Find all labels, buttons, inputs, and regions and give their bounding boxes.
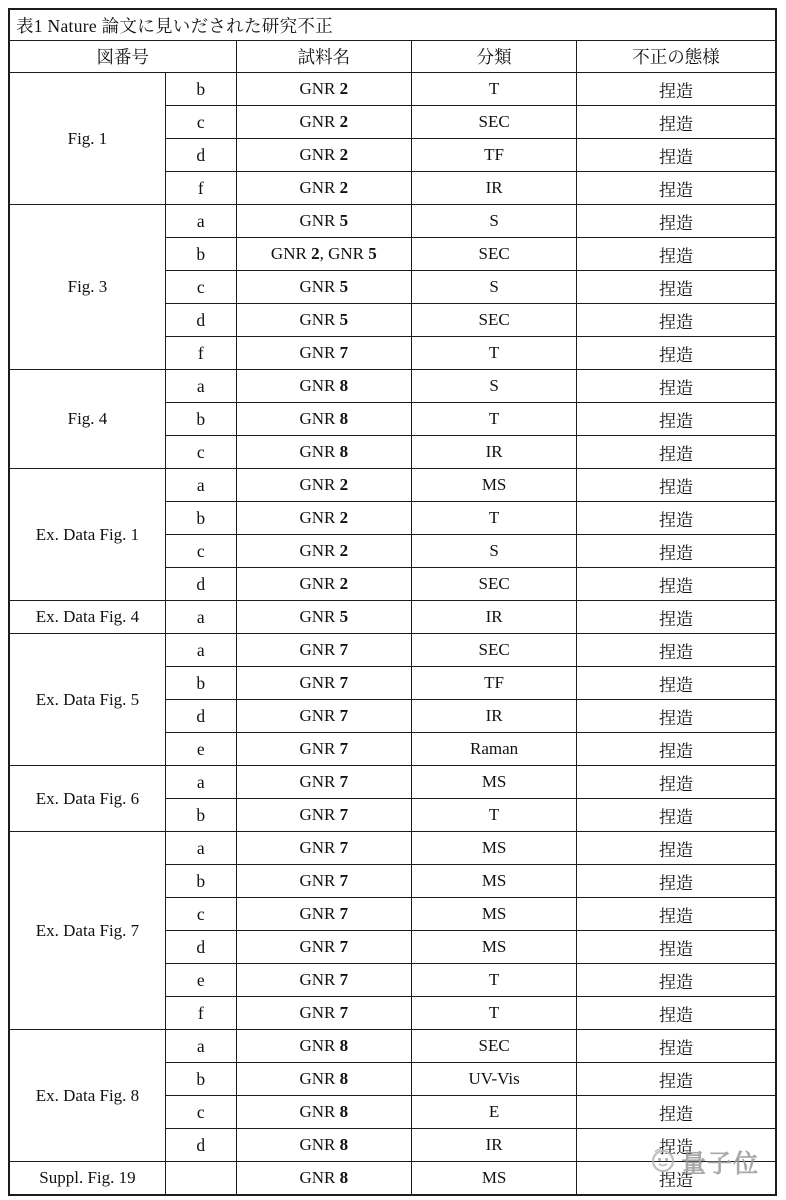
panel-cell: b — [165, 799, 236, 832]
misconduct-cell: 捏造 — [577, 568, 776, 601]
panel-cell: c — [165, 436, 236, 469]
table-row — [9, 73, 776, 106]
category-cell: SEC — [412, 1030, 577, 1063]
sample-name-cell: GNR 7 — [236, 766, 412, 799]
misconduct-cell: 捏造 — [577, 337, 776, 370]
figure-group-cell: Fig. 4 — [9, 370, 165, 469]
sample-name-cell: GNR 7 — [236, 634, 412, 667]
misconduct-cell: 捏造 — [577, 931, 776, 964]
sample-name-cell: GNR 8 — [236, 1162, 412, 1196]
column-header-sample: 試料名 — [236, 41, 412, 73]
category-cell: SEC — [412, 568, 577, 601]
category-cell: SEC — [412, 238, 577, 271]
sample-name-cell: GNR 7 — [236, 997, 412, 1030]
table-body — [9, 73, 776, 1196]
sample-name-cell: GNR 7 — [236, 931, 412, 964]
category-cell: T — [412, 997, 577, 1030]
table-row — [9, 370, 776, 403]
misconduct-cell: 捏造 — [577, 106, 776, 139]
panel-cell: d — [165, 568, 236, 601]
panel-cell: a — [165, 634, 236, 667]
misconduct-cell: 捏造 — [577, 502, 776, 535]
sample-name-cell: GNR 8 — [236, 1063, 412, 1096]
category-cell: SEC — [412, 634, 577, 667]
sample-name-cell: GNR 7 — [236, 667, 412, 700]
figure-group-cell: Suppl. Fig. 19 — [9, 1162, 165, 1196]
misconduct-cell: 捏造 — [577, 172, 776, 205]
misconduct-cell: 捏造 — [577, 205, 776, 238]
panel-cell: d — [165, 1129, 236, 1162]
panel-cell: a — [165, 601, 236, 634]
panel-cell: c — [165, 535, 236, 568]
table-row — [9, 832, 776, 865]
panel-cell: f — [165, 337, 236, 370]
sample-name-cell: GNR 5 — [236, 271, 412, 304]
panel-cell: a — [165, 766, 236, 799]
sample-name-cell: GNR 8 — [236, 370, 412, 403]
figure-group-cell: Ex. Data Fig. 5 — [9, 634, 165, 766]
misconduct-cell: 捏造 — [577, 1096, 776, 1129]
panel-cell: b — [165, 865, 236, 898]
sample-name-cell: GNR 2 — [236, 73, 412, 106]
misconduct-cell: 捏造 — [577, 766, 776, 799]
panel-cell: b — [165, 403, 236, 436]
figure-group-cell: Ex. Data Fig. 7 — [9, 832, 165, 1030]
figure-group-cell: Fig. 3 — [9, 205, 165, 370]
sample-name-cell: GNR 5 — [236, 205, 412, 238]
misconduct-cell: 捏造 — [577, 1129, 776, 1162]
category-cell: UV-Vis — [412, 1063, 577, 1096]
sample-name-cell: GNR 7 — [236, 832, 412, 865]
figure-group-cell: Fig. 1 — [9, 73, 165, 205]
sample-name-cell: GNR 7 — [236, 733, 412, 766]
panel-cell: c — [165, 106, 236, 139]
sample-name-cell: GNR 5 — [236, 601, 412, 634]
table-row — [9, 1162, 776, 1196]
panel-cell: b — [165, 73, 236, 106]
category-cell: IR — [412, 1129, 577, 1162]
category-cell: T — [412, 502, 577, 535]
table-row — [9, 469, 776, 502]
misconduct-cell: 捏造 — [577, 271, 776, 304]
category-cell: MS — [412, 1162, 577, 1196]
panel-cell: f — [165, 172, 236, 205]
table-row — [9, 1030, 776, 1063]
misconduct-cell: 捏造 — [577, 370, 776, 403]
sample-name-cell: GNR 2 — [236, 172, 412, 205]
panel-cell: a — [165, 469, 236, 502]
table-title-row — [9, 9, 776, 41]
misconduct-cell: 捏造 — [577, 964, 776, 997]
table-title: 表1 Nature 論文に見いだされた研究不正 — [9, 9, 776, 41]
watermark-text: 量子位 — [681, 1150, 760, 1178]
panel-cell: c — [165, 271, 236, 304]
misconduct-cell: 捏造 — [577, 403, 776, 436]
panel-cell: d — [165, 304, 236, 337]
category-cell: T — [412, 964, 577, 997]
figure-group-cell: Ex. Data Fig. 8 — [9, 1030, 165, 1162]
category-cell: MS — [412, 898, 577, 931]
sample-name-cell: GNR 7 — [236, 865, 412, 898]
category-cell: MS — [412, 469, 577, 502]
category-cell: Raman — [412, 733, 577, 766]
figure-group-cell: Ex. Data Fig. 1 — [9, 469, 165, 601]
panel-cell: b — [165, 1063, 236, 1096]
category-cell: S — [412, 271, 577, 304]
panel-cell: e — [165, 733, 236, 766]
category-cell: IR — [412, 700, 577, 733]
category-cell: TF — [412, 667, 577, 700]
category-cell: T — [412, 73, 577, 106]
category-cell: T — [412, 799, 577, 832]
panel-cell: c — [165, 1096, 236, 1129]
misconduct-cell: 捏造 — [577, 601, 776, 634]
misconduct-cell: 捏造 — [577, 469, 776, 502]
category-cell: S — [412, 370, 577, 403]
sample-name-cell: GNR 7 — [236, 700, 412, 733]
panel-cell: b — [165, 502, 236, 535]
misconduct-cell: 捏造 — [577, 700, 776, 733]
table-row — [9, 634, 776, 667]
misconduct-cell: 捏造 — [577, 1030, 776, 1063]
misconduct-cell: 捏造 — [577, 1063, 776, 1096]
panel-cell: a — [165, 370, 236, 403]
sample-name-cell: GNR 2, GNR 5 — [236, 238, 412, 271]
category-cell: MS — [412, 832, 577, 865]
sample-name-cell: GNR 2 — [236, 139, 412, 172]
panel-cell: d — [165, 931, 236, 964]
column-header-figure: 図番号 — [9, 41, 236, 73]
category-cell: MS — [412, 865, 577, 898]
category-cell: IR — [412, 172, 577, 205]
misconduct-cell: 捏造 — [577, 832, 776, 865]
table-row — [9, 766, 776, 799]
category-cell: MS — [412, 766, 577, 799]
table-row — [9, 601, 776, 634]
panel-cell: b — [165, 667, 236, 700]
misconduct-cell: 捏造 — [577, 436, 776, 469]
panel-cell — [165, 1162, 236, 1196]
sample-name-cell: GNR 2 — [236, 502, 412, 535]
category-cell: SEC — [412, 304, 577, 337]
figure-group-cell: Ex. Data Fig. 4 — [9, 601, 165, 634]
misconduct-cell: 捏造 — [577, 73, 776, 106]
misconduct-cell: 捏造 — [577, 139, 776, 172]
sample-name-cell: GNR 8 — [236, 436, 412, 469]
sample-name-cell: GNR 2 — [236, 106, 412, 139]
category-cell: S — [412, 535, 577, 568]
panel-cell: a — [165, 205, 236, 238]
panel-cell: d — [165, 139, 236, 172]
category-cell: E — [412, 1096, 577, 1129]
sample-name-cell: GNR 7 — [236, 964, 412, 997]
category-cell: SEC — [412, 106, 577, 139]
sample-name-cell: GNR 2 — [236, 535, 412, 568]
panel-cell: b — [165, 238, 236, 271]
sample-name-cell: GNR 2 — [236, 469, 412, 502]
sample-name-cell: GNR 8 — [236, 1030, 412, 1063]
misconduct-cell: 捏造 — [577, 733, 776, 766]
panel-cell: e — [165, 964, 236, 997]
panel-cell: c — [165, 898, 236, 931]
misconduct-cell: 捏造 — [577, 865, 776, 898]
category-cell: T — [412, 403, 577, 436]
panel-cell: f — [165, 997, 236, 1030]
misconduct-cell: 捏造 — [577, 997, 776, 1030]
figure-group-cell: Ex. Data Fig. 6 — [9, 766, 165, 832]
table-header-row — [9, 41, 776, 73]
misconduct-cell: 捏造 — [577, 535, 776, 568]
misconduct-cell: 捏造 — [577, 898, 776, 931]
sample-name-cell: GNR 8 — [236, 403, 412, 436]
sample-name-cell: GNR 7 — [236, 337, 412, 370]
category-cell: S — [412, 205, 577, 238]
misconduct-cell: 捏造 — [577, 1162, 776, 1196]
category-cell: IR — [412, 436, 577, 469]
sample-name-cell: GNR 8 — [236, 1129, 412, 1162]
category-cell: MS — [412, 931, 577, 964]
misconduct-cell: 捏造 — [577, 634, 776, 667]
misconduct-cell: 捏造 — [577, 799, 776, 832]
table-row — [9, 205, 776, 238]
misconduct-cell: 捏造 — [577, 667, 776, 700]
misconduct-table — [8, 8, 777, 1196]
column-header-category: 分類 — [412, 41, 577, 73]
panel-cell: d — [165, 700, 236, 733]
sample-name-cell: GNR 5 — [236, 304, 412, 337]
category-cell: IR — [412, 601, 577, 634]
category-cell: T — [412, 337, 577, 370]
panel-cell: a — [165, 832, 236, 865]
misconduct-cell: 捏造 — [577, 238, 776, 271]
column-header-misconduct: 不正の態様 — [577, 41, 776, 73]
misconduct-cell: 捏造 — [577, 304, 776, 337]
sample-name-cell: GNR 2 — [236, 568, 412, 601]
sample-name-cell: GNR 8 — [236, 1096, 412, 1129]
table-head — [9, 9, 776, 73]
category-cell: TF — [412, 139, 577, 172]
sample-name-cell: GNR 7 — [236, 799, 412, 832]
panel-cell: a — [165, 1030, 236, 1063]
sample-name-cell: GNR 7 — [236, 898, 412, 931]
